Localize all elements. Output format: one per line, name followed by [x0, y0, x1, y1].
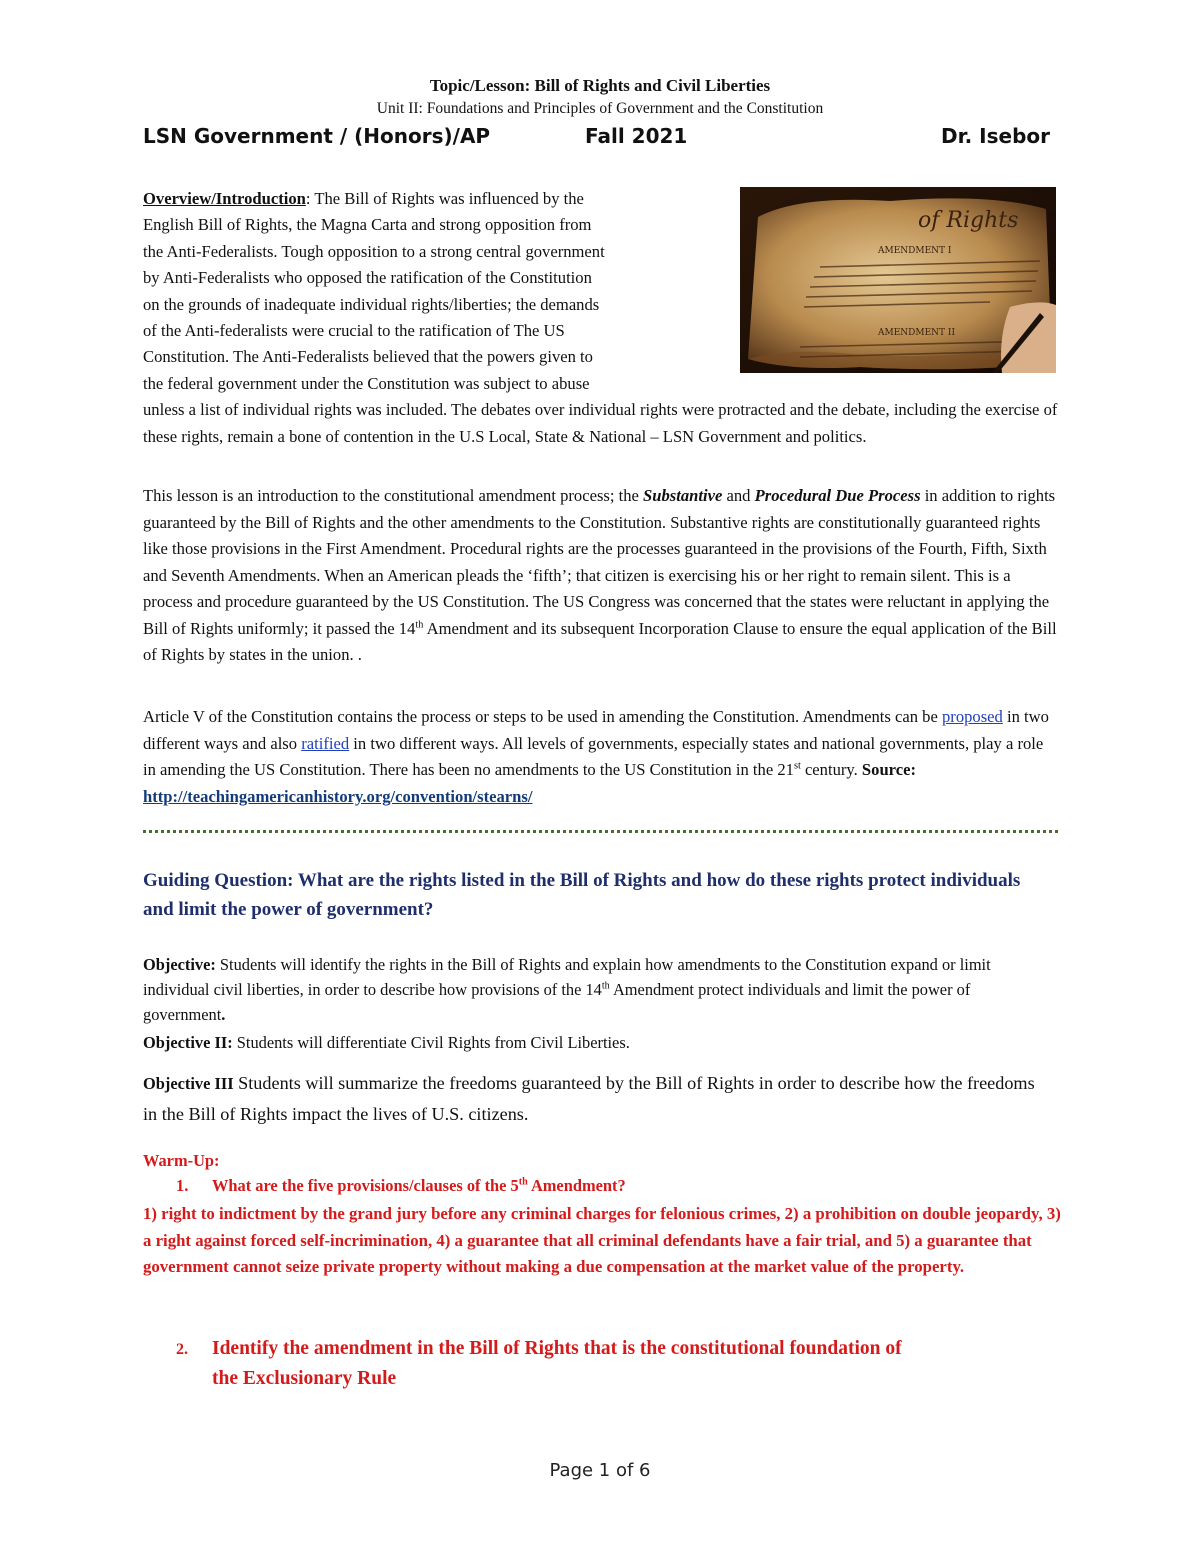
overview-line: : The Bill of Rights was influenced by the [305, 189, 584, 208]
text-run: Amendment and its subsequent Incorporation Clause to ensure the equal application of the Bill of Rights by states in the union. . [143, 618, 1057, 664]
overview-heading: Overview/Introduction [143, 189, 306, 208]
overview-intro [143, 186, 733, 397]
overview-line: of the Anti-federalists were crucial to the ratification of The US [143, 321, 565, 341]
warmup-question-2 [176, 1334, 1066, 1393]
text-run: Amendment? [527, 1176, 626, 1195]
text-run: in addition to rights guaranteed by the Bill of Rights and the other amendments to the Constitution. Substantive rights are constitutionally guaranteed rights like those provisions in the First Amendment. Procedural rights are the processes guaranteed in the provisions of the Fourth, Fifth, Sixth and Seventh Amendments. When an American pleads the ‘fifth’; that citizen is exercising his or her right to remain silent. This is a process and procedure guaranteed by the US Constitution. The US Congress was concerned that the states were reluctant in applying the Bill of Rights uniformly; it passed the 14 [143, 486, 1056, 638]
course-name: LSN Government / (Honors)/AP [143, 124, 491, 148]
image-amendment1-label: AMENDMENT I [878, 246, 952, 256]
objective-1 [143, 952, 1053, 1027]
term-label: Fall 2021 [585, 124, 688, 148]
teacher-name: Dr. Isebor [940, 124, 1050, 148]
page-number-footer: Page 1 of 6 [549, 1460, 651, 1481]
text-run: Identify the amendment in the Bill of Rights that is the constitutional foundation of [212, 1338, 902, 1359]
warmup-question-1 [176, 1176, 626, 1196]
overview-line: the Anti-Federalists. Tough opposition to a strong central government [143, 241, 605, 261]
image-title-text: of Rights [918, 208, 1019, 233]
section-divider [143, 830, 1058, 833]
superscript: st [793, 760, 801, 772]
text-run: the Exclusionary Rule [212, 1368, 397, 1389]
text-run: Students will summarize the freedoms guaranteed by the Bill of Rights in order to describe how the freedoms in the Bill of Rights impact the lives of U.S. citizens. [143, 1073, 1035, 1124]
source-url-link[interactable]: http://teachingamericanhistory.org/convention/stearns/ [143, 786, 533, 806]
objective-3-label: Objective III [143, 1074, 234, 1093]
superscript: th [518, 1176, 528, 1188]
objective-2 [143, 1030, 1053, 1055]
text-run: This lesson is an introduction to the constitutional amendment process; the [143, 486, 644, 505]
proposed-link[interactable]: proposed [942, 707, 1003, 726]
overview-line: on the grounds of inadequate individual rights/liberties; the demands [143, 294, 600, 314]
guiding-question: Guiding Question: What are the rights listed in the Bill of Rights and how do these rights protect individuals and limit the power of government? [143, 870, 1021, 920]
question-number: 1. [176, 1176, 189, 1195]
overview-line: the federal government under the Constitution was subject to abuse [143, 373, 590, 393]
image-amendment2-label: AMENDMENT II [878, 328, 956, 338]
warmup-label: Warm-Up: [143, 1151, 220, 1170]
procedural-due-process-term: Procedural Due Process [754, 486, 921, 505]
superscript: th [601, 980, 610, 992]
text-run: Amendment protect individuals and limit the power of government [143, 980, 971, 1024]
overview-continued: unless a list of individual rights was included. The debates over individual rights were protracted and the debate, including the exercise of these rights, remain a bone of contention in the U.S Local, State & National – LSN Government and politics. [143, 400, 1058, 446]
text-run: Students will differentiate Civil Rights from Civil Liberties. [232, 1033, 630, 1052]
question-number: 2. [176, 1341, 188, 1358]
text-run: What are the five provisions/clauses of the 5 [212, 1176, 519, 1195]
warmup-answer-1: 1) right to indictment by the grand jury before any criminal charges for felonious crimes, 2) a prohibition on double jeopardy, 3) a right against forced self-incrimination, 4) a guarantee that all criminal defendants have a fair trial, and 5) a guarantee that government cannot seize private property without making a due compensation at the market value of the property. [143, 1204, 1061, 1277]
text-run: in two different ways. All levels of governments, especially states and national governments, play a role in amending the US Constitution. There has been no amendments to the US Constitution in the 21 [143, 733, 1044, 779]
overview-line: by Anti-Federalists who opposed the ratification of the Constitution [143, 268, 592, 288]
overview-line: English Bill of Rights, the Magna Carta and strong opposition from [143, 215, 592, 235]
topic-title: Topic/Lesson: Bill of Rights and Civil Liberties [429, 76, 771, 95]
bill-of-rights-parchment-image [740, 187, 1056, 373]
objective-2-label: Objective II: [143, 1033, 233, 1052]
lesson-intro-paragraph [143, 483, 1058, 669]
substantive-term: Substantive [643, 486, 723, 505]
text-run: Article V of the Constitution contains the process or steps to be used in amending the Constitution. Amendments can be [143, 707, 942, 726]
text-run: . [221, 1005, 226, 1024]
text-run: in two different ways and also [143, 707, 1049, 753]
objective-3 [143, 1068, 1053, 1130]
text-run: century. [800, 760, 862, 779]
ratified-link[interactable]: ratified [301, 733, 350, 753]
text-run: Students will identify the rights in the Bill of Rights and explain how amendments to the Constitution expand or limit individual civil liberties, in order to describe how provisions of the 14 [143, 955, 991, 999]
objective-1-label: Objective: [143, 955, 216, 974]
overview-line: Constitution. The Anti-Federalists believed that the powers given to [143, 347, 593, 367]
source-label: Source: [861, 760, 916, 779]
article-v-paragraph [143, 704, 1058, 810]
unit-subtitle: Unit II: Foundations and Principles of Government and the Constitution [376, 100, 824, 117]
text-run: and [722, 486, 755, 505]
superscript: th [415, 618, 424, 630]
